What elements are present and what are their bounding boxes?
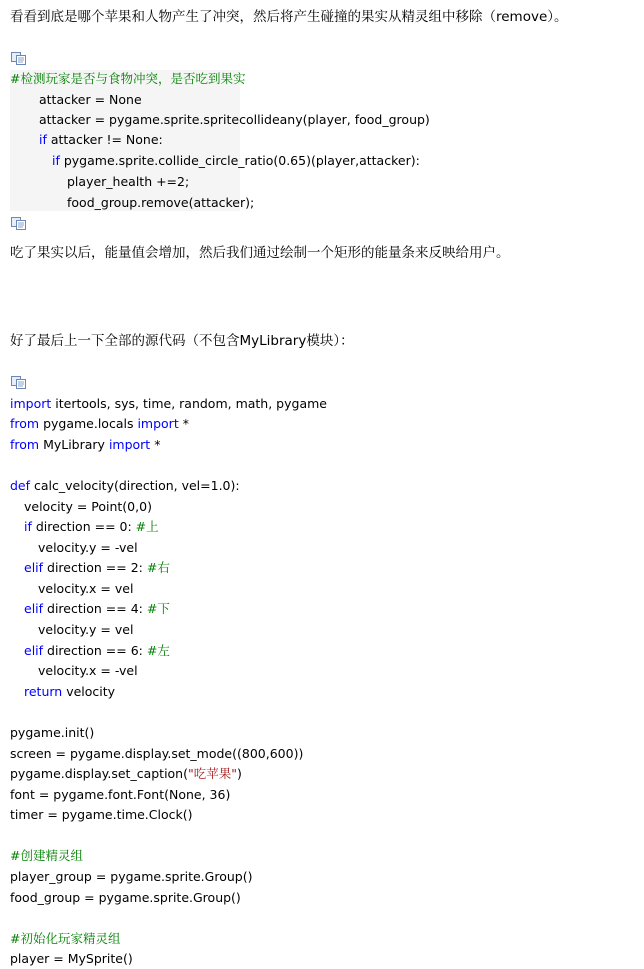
code-line	[24, 682, 115, 702]
code-line	[52, 151, 420, 171]
code-line: velocity.x = vel	[38, 581, 134, 596]
code-line	[24, 517, 159, 537]
source-intro-paragraph: 好了最后上一下全部的源代码（不包含MyLibrary模块）：	[10, 333, 354, 349]
code-string: "吃苹果"	[188, 766, 237, 781]
code-line: player_group = pygame.sprite.Group()	[10, 869, 253, 884]
code-comment: #下	[146, 601, 170, 616]
code-line	[10, 414, 189, 434]
code-line: velocity = Point(0,0)	[24, 499, 152, 514]
code-text: direction == 2:	[43, 560, 147, 575]
code-text: itertools, sys, time, random, math, pygame	[51, 396, 327, 411]
code-line	[24, 641, 170, 661]
code-keyword: import	[10, 396, 52, 411]
code-keyword: if	[39, 132, 47, 147]
code-line: font = pygame.font.Font(None, 36)	[10, 787, 231, 802]
code-text: pygame.display.set_caption(	[10, 766, 188, 781]
copy-code-icon[interactable]	[11, 217, 27, 231]
code-line: food_group.remove(attacker);	[67, 195, 255, 210]
code-comment: #左	[146, 643, 170, 658]
code-comment: #上	[135, 519, 159, 534]
code-line	[10, 764, 242, 784]
code-text: pygame.sprite.collide_circle_ratio(0.65)(player,attacker):	[59, 153, 420, 168]
code-line: screen = pygame.display.set_mode((800,600))	[10, 746, 304, 761]
code-line	[10, 476, 240, 496]
code-comment: #创建精灵组	[10, 848, 83, 863]
code-text: direction == 4:	[43, 601, 147, 616]
code-line	[10, 435, 160, 455]
code-text: *	[178, 416, 189, 431]
code-line	[39, 130, 163, 150]
code-line: attacker = None	[39, 92, 142, 107]
code-text: pygame.locals	[39, 416, 138, 431]
code-comment: #检测玩家是否与食物冲突，是否吃到果实	[10, 71, 246, 86]
code-keyword: elif	[24, 601, 44, 616]
code-keyword: import	[108, 437, 151, 452]
copy-code-icon[interactable]	[11, 52, 27, 66]
code-keyword: import	[137, 416, 179, 431]
code-keyword: from	[10, 416, 40, 431]
code-line	[10, 394, 327, 414]
code-line: attacker = pygame.sprite.spritecollideany(player, food_group)	[39, 112, 430, 127]
intro-paragraph: 看看到底是哪个苹果和人物产生了冲突，然后将产生碰撞的果实从精灵组中移除（remove）。	[10, 9, 568, 25]
code-line	[24, 599, 170, 619]
code-text: direction == 6:	[43, 643, 147, 658]
code-keyword: from	[10, 437, 40, 452]
code-text: direction == 0:	[31, 519, 136, 534]
code-keyword: elif	[24, 643, 44, 658]
code-line: velocity.y = -vel	[38, 540, 138, 555]
code-line: player_health +=2;	[67, 174, 190, 189]
code-text: calc_velocity(direction, vel=1.0):	[30, 478, 240, 493]
code-text: MyLibrary	[39, 437, 109, 452]
code-line: food_group = pygame.sprite.Group()	[10, 890, 241, 905]
code-text: attacker != None:	[46, 132, 163, 147]
code-line: velocity.y = vel	[38, 622, 134, 637]
code-line: player = MySprite()	[10, 951, 133, 966]
code-comment: #初始化玩家精灵组	[10, 931, 121, 946]
code-keyword: def	[10, 478, 31, 493]
energy-paragraph: 吃了果实以后，能量值会增加，然后我们通过绘制一个矩形的能量条来反映给用户。	[10, 245, 510, 261]
code-text: velocity	[62, 684, 116, 699]
code-line: timer = pygame.time.Clock()	[10, 807, 193, 822]
code-keyword: return	[24, 684, 63, 699]
copy-code-icon[interactable]	[11, 376, 27, 390]
code-keyword: if	[52, 153, 60, 168]
code-keyword: elif	[24, 560, 44, 575]
code-line	[24, 558, 170, 578]
code-text: )	[237, 766, 242, 781]
code-line: pygame.init()	[10, 725, 95, 740]
code-keyword: if	[24, 519, 32, 534]
code-comment: #右	[146, 560, 170, 575]
code-line: velocity.x = -vel	[38, 663, 138, 678]
code-text: *	[150, 437, 161, 452]
